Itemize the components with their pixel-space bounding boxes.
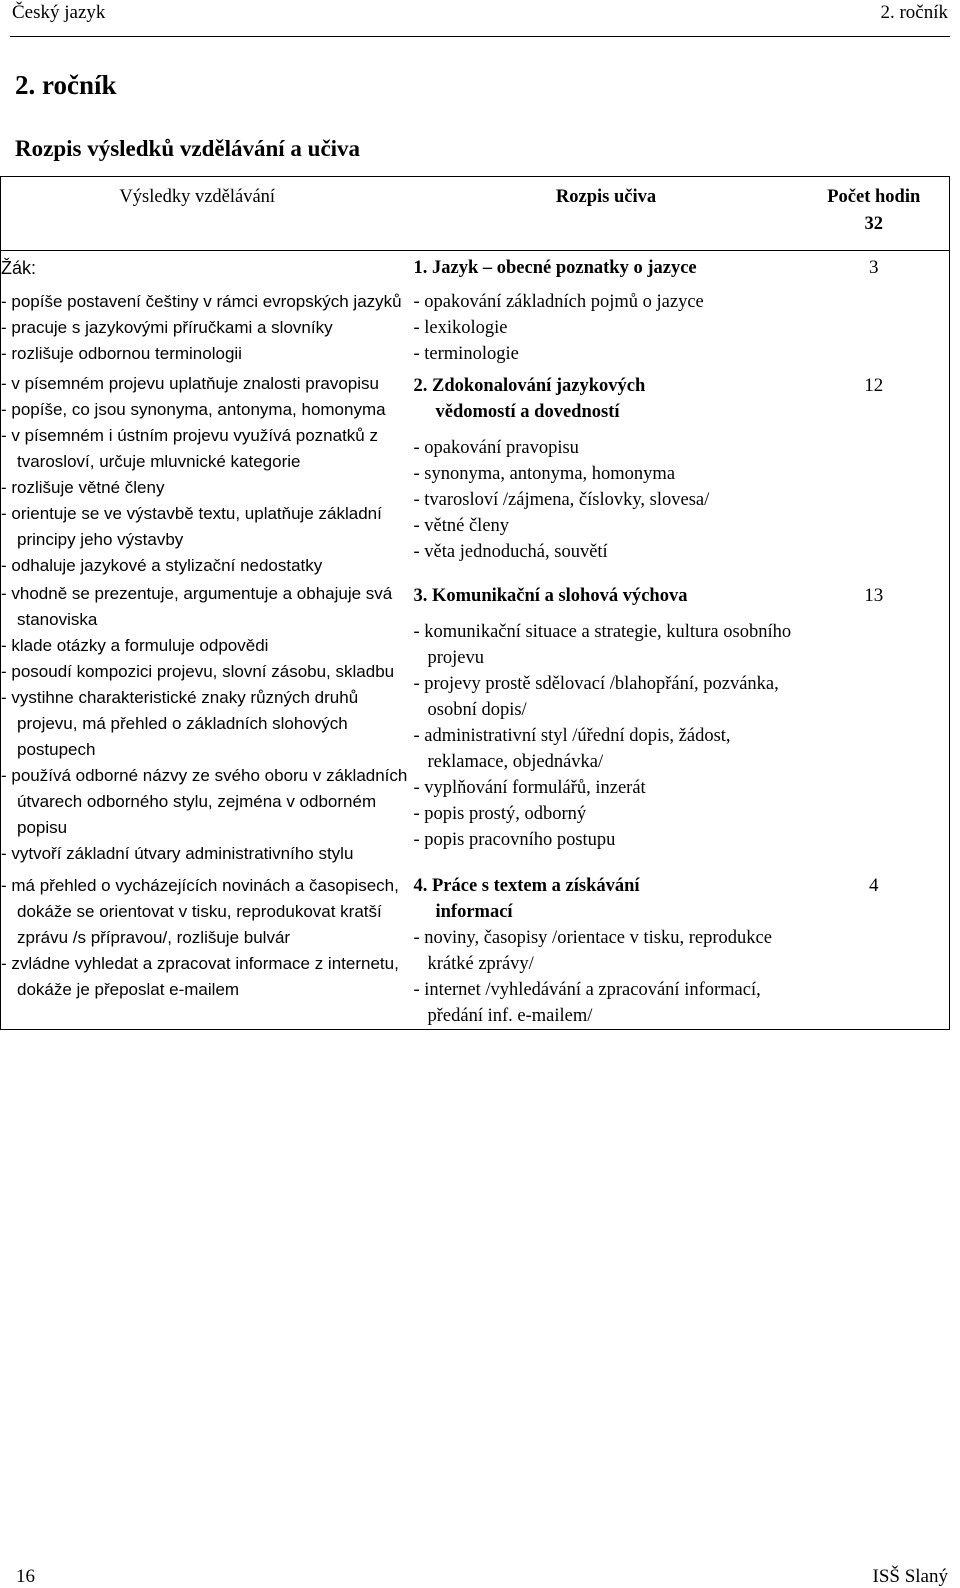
table-header-row (1, 177, 950, 251)
pupil-label: Žák: (1, 258, 37, 278)
results-cell (1, 869, 414, 1030)
page-number: 16 (16, 1566, 35, 1587)
list-item: - opakování základních pojmů o jazyce (413, 292, 704, 312)
curriculum-table (0, 176, 950, 1030)
list-item: - projevy prostě sdělovací /blahopřání, pozvánka, osobní dopis/ (413, 674, 779, 720)
content-cell (414, 581, 799, 869)
list-item: - administrativní styl /úřední dopis, žádost, reklamace, objednávka/ (413, 726, 731, 772)
hours-cell: 13 (799, 581, 950, 869)
list-item: - komunikační situace a strategie, kultura osobního projevu (413, 622, 792, 668)
topic-line-2: vědomostí a dovedností (435, 402, 620, 422)
col-results-header: Výsledky vzdělávání (1, 177, 414, 251)
col-hours-label: Počet hodin (827, 187, 921, 207)
topic-heading: 1. Jazyk – obecné poznatky o jazyce (413, 258, 697, 278)
col-hours-header (799, 177, 950, 251)
list-item: - popíše postavení češtiny v rámci evropských jazyků (1, 292, 402, 311)
table-row (1, 371, 950, 581)
hours-cell: 12 (799, 371, 950, 581)
topic-line-1: 4. Práce s textem a získávání (413, 876, 640, 896)
list-item: - rozlišuje odbornou terminologii (1, 344, 242, 363)
list-item: - rozlišuje větné členy (1, 478, 165, 497)
topic-heading (414, 873, 799, 925)
table-row (1, 869, 950, 1030)
list-item: - tvarosloví /zájmena, číslovky, slovesa/ (413, 490, 710, 510)
list-item: - má přehled o vycházejících novinách a časopisech, dokáže se orientovat v tisku, reprodukovat kratší zprávu /s přípravou/, rozlišuje bulvár (1, 876, 399, 947)
hours-cell: 4 (799, 869, 950, 1030)
topic-line-1: 2. Zdokonalování jazykových (413, 376, 646, 396)
list-item: - používá odborné názvy ze svého oboru v základních útvarech odborného stylu, zejména v odborném popisu (1, 766, 408, 837)
list-item: - odhaluje jazykové a stylizační nedostatky (1, 556, 323, 575)
total-hours: 32 (864, 214, 883, 234)
table-row (1, 581, 950, 869)
school-name: ISŠ Slaný (872, 1566, 948, 1587)
list-item: - lexikologie (413, 318, 508, 338)
section-title: Rozpis výsledků vzdělávání a učiva (15, 136, 361, 161)
list-item: - větné členy (413, 516, 510, 536)
list-item: - terminologie (413, 344, 519, 364)
list-item: - klade otázky a formuluje odpovědi (1, 636, 269, 655)
list-item: - v písemném i ústním projevu využívá poznatků z tvarosloví, určuje mluvnické kategorie (1, 426, 378, 471)
topic-line-2: informací (435, 902, 513, 922)
list-item: - vytvoří základní útvary administrativního stylu (1, 844, 354, 863)
list-item: - vystihne charakteristické znaky různých druhů projevu, má přehled o základních slohových postupech (1, 688, 359, 759)
topic-heading: 3. Komunikační a slohová výchova (413, 586, 688, 606)
list-item: - opakování pravopisu (413, 438, 579, 458)
content-cell (414, 371, 799, 581)
list-item: - popis prostý, odborný (413, 804, 587, 824)
list-item: - internet /vyhledávání a zpracování informací, předání inf. e-mailem/ (413, 980, 761, 1026)
hours-cell: 3 (799, 251, 950, 372)
list-item: - posoudí kompozici projevu, slovní zásobu, skladbu (1, 662, 395, 681)
topic-heading (414, 373, 799, 425)
table-row (1, 251, 950, 372)
list-item: - popíše, co jsou synonyma, antonyma, homonyma (1, 400, 386, 419)
list-item: - orientuje se ve výstavbě textu, uplatňuje základní principy jeho výstavby (1, 504, 382, 549)
header-rule (10, 36, 950, 37)
spacer (414, 425, 799, 435)
header-subject: Český jazyk (12, 2, 106, 23)
list-item: - synonyma, antonyma, homonyma (413, 464, 676, 484)
col-content-header: Rozpis učiva (414, 177, 799, 251)
list-item: - noviny, časopisy /orientace v tisku, reprodukce krátké zprávy/ (413, 928, 772, 974)
list-item: - pracuje s jazykovými příručkami a slovníky (1, 318, 333, 337)
header-grade: 2. ročník (880, 2, 948, 23)
list-item: - popis pracovního postupu (413, 830, 616, 850)
results-cell (1, 371, 414, 581)
list-item: - zvládne vyhledat a zpracovat informace z internetu, dokáže je přeposlat e-mailem (1, 954, 399, 999)
results-cell (1, 251, 414, 372)
list-item: - věta jednoduchá, souvětí (413, 542, 608, 562)
content-cell (414, 251, 799, 372)
page-title: 2. ročník (15, 70, 117, 100)
content-cell (414, 869, 799, 1030)
list-item: - vyplňování formulářů, inzerát (413, 778, 646, 798)
list-item: - vhodně se prezentuje, argumentuje a obhajuje svá stanoviska (1, 584, 393, 629)
list-item: - v písemném projevu uplatňuje znalosti pravopisu (1, 374, 379, 393)
results-cell (1, 581, 414, 869)
